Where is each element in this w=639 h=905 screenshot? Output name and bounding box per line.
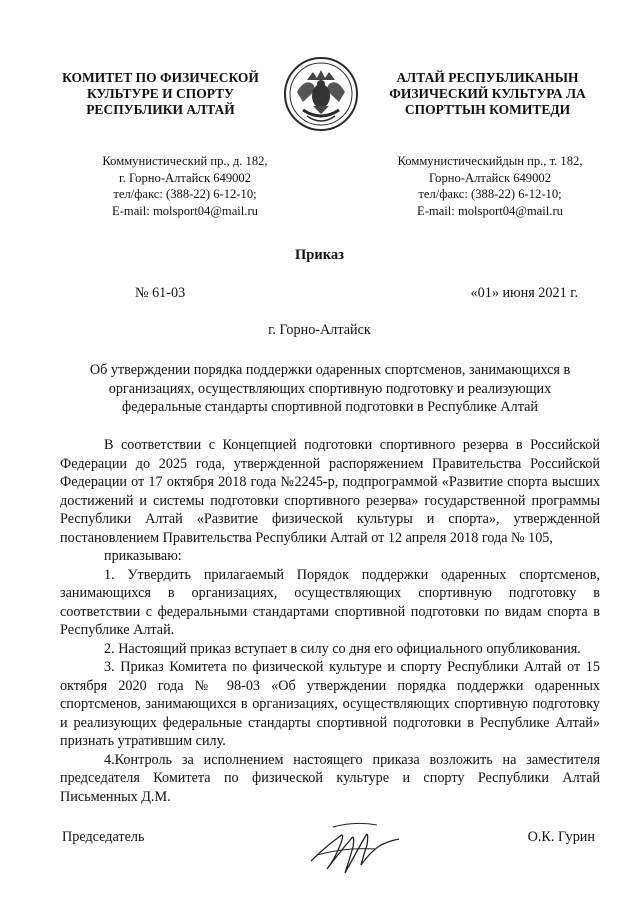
left-org-line: КУЛЬТУРЕ И СПОРТУ: [86, 86, 235, 101]
republic-altai-emblem-icon: [283, 56, 359, 132]
handwritten-signature-icon: [305, 817, 405, 879]
right-address-line: Коммунистическийдын пр., т. 182,: [397, 154, 583, 168]
subject-line: федеральные стандарты спортивной подготовки в Республике Алтай: [122, 399, 538, 415]
order-word: приказываю:: [104, 548, 182, 564]
right-org-name: [385, 70, 590, 118]
signer-position: Председатель: [62, 829, 145, 845]
order-subject: [60, 361, 600, 417]
right-org-line: СПОРТТЫН КОМИТЕДИ: [404, 102, 571, 117]
order-item-4: 4.Контроль за исполнением настоящего приказа возложить на заместителя председателя Комитета по физической культуре и спорту Республики Алтай Письменных Д.М.: [60, 751, 600, 805]
order-date: «01» июня 2021 г.: [470, 285, 578, 301]
order-body: [60, 436, 600, 806]
order-number: № 61-03: [135, 285, 186, 301]
right-org-line: ФИЗИЧЕСКИЙ КУЛЬТУРА ЛА: [389, 86, 586, 101]
subject-line: организациях, осуществляющих спортивную подготовку и реализующих: [108, 380, 552, 397]
preamble-paragraph: В соответствии с Концепцией подготовки спортивного резерва в Российской Федерации до 2025 года, утвержденной распоряжением Правительства Российской Федерации от 17 октября 2018 года №2245-р, подпрограммой «Развитие спорта высших достижений и системы подготовки спортивного резерва» государственной программы Республики Алтай «Развитие физической культуры и спорта», утвержденной постановлением Правительства Республики Алтай от 12 апреля 2018 года № 105,: [60, 437, 600, 546]
order-item-3: 3. Приказ Комитета по физической культуре и спорту Республики Алтай от 15 октября 2020 года № 98-03 «Об утверждении порядка поддержки одаренных спортсменов, занимающихся в организациях, осуществляющих спортивную подготовку и реализующих федеральные стандарты спортивной подготовки в Республике Алтай» признать утратившим силу.: [60, 659, 600, 749]
order-item-1: 1. Утвердить прилагаемый Порядок поддержки одаренных спортсменов, занимающихся в организациях, осуществляющих спортивную подготовку в соответствии с федеральными стандартами спортивной подготовки по видам спорта в Республике Алтай.: [60, 566, 600, 638]
left-org-name: [58, 70, 263, 118]
right-org-line: АЛТАЙ РЕСПУБЛИКАНЫН: [396, 70, 579, 85]
left-address-line: г. Горно-Алтайск 649002: [118, 170, 252, 185]
left-address-email: E-mail: molsport04@mail.ru: [112, 203, 258, 218]
signer-name: О.К. Гурин: [527, 829, 595, 845]
left-org-line: КОМИТЕТ ПО ФИЗИЧЕСКОЙ: [62, 70, 259, 85]
left-org-line: РЕСПУБЛИКИ АЛТАЙ: [86, 102, 235, 117]
left-address-line: Коммунистический пр., д. 182,: [102, 154, 268, 168]
right-address-line: Горно-Алтайск 649002: [428, 170, 551, 185]
order-item-2: 2. Настоящий приказ вступает в силу со дня его официального опубликования.: [104, 640, 581, 657]
subject-line: Об утверждении порядка поддержки одаренных спортсменов, занимающихся в: [89, 362, 571, 378]
left-address: [75, 153, 295, 219]
right-address-line: тел/факс: (388-22) 6-12-10;: [418, 187, 562, 201]
order-title: Приказ: [295, 247, 344, 263]
right-address: [380, 153, 600, 219]
left-address-line: тел/факс: (388-22) 6-12-10;: [113, 187, 257, 201]
order-city: г. Горно-Алтайск: [268, 322, 371, 338]
right-address-email: E-mail: molsport04@mail.ru: [417, 203, 563, 218]
